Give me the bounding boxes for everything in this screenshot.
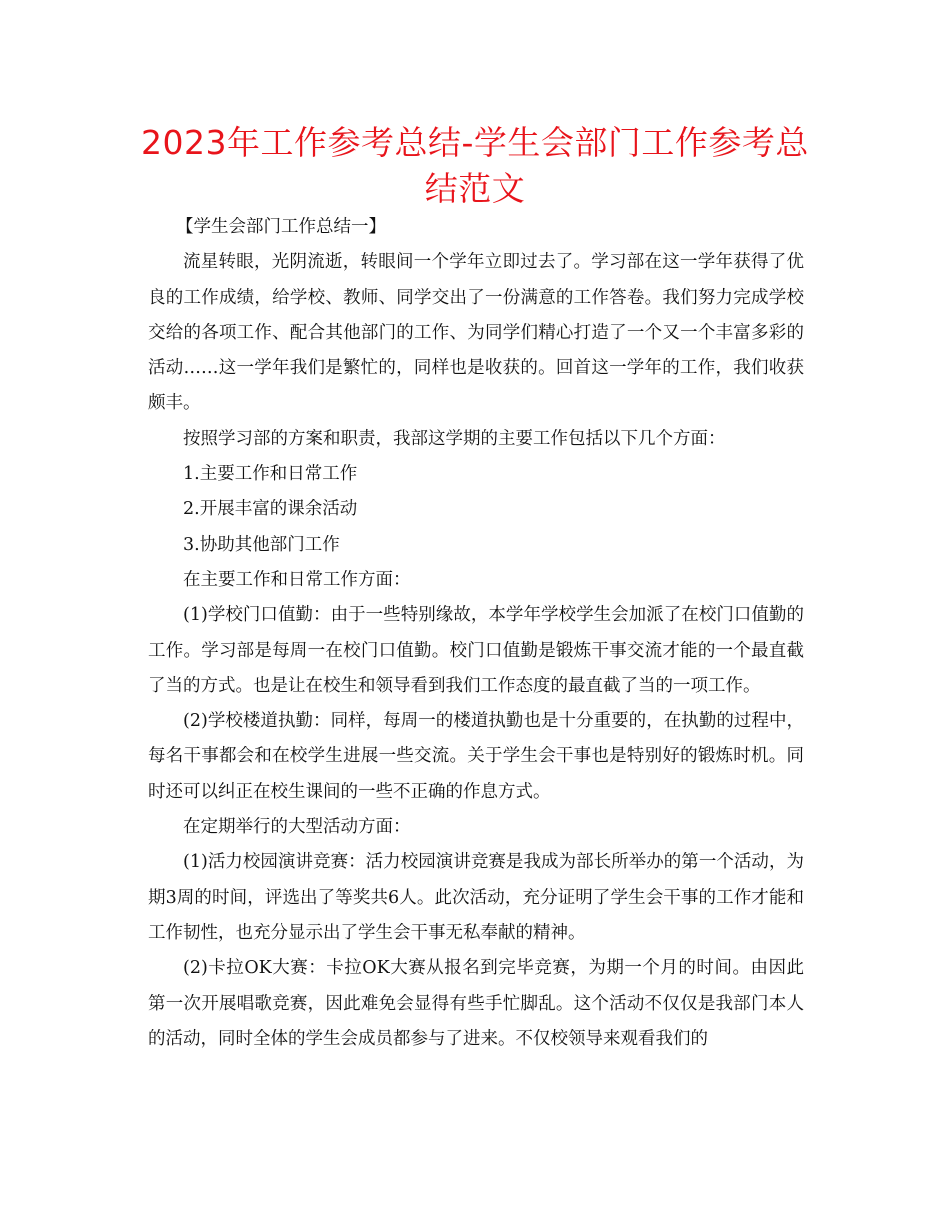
document-body	[148, 210, 804, 1057]
paragraph-speech-contest: (1)活力校园演讲竞赛：活力校园演讲竞赛是我成为部长所举办的第一个活动，为期3周的时间，评选出了等奖共6人。此次活动，充分证明了学生会干事的工作才能和工作韧性，也充分显示出了学生会干事无私奉献的精神。	[148, 852, 804, 943]
paragraph-karaoke-contest: (2)卡拉OK大赛：卡拉OK大赛从报名到完毕竞赛，为期一个月的时间。由因此第一次开展唱歌竞赛，因此难免会显得有些手忙脚乱。这个活动不仅仅是我部门本人的活动，同时全体的学生会成员都参与了进来。不仅校领导来观看我们的	[148, 958, 804, 1049]
paragraph-intro: 流星转眼，光阴流逝，转眼间一个学年立即过去了。学习部在这一学年获得了优良的工作成绩，给学校、教师、同学交出了一份满意的工作答卷。我们努力完成学校交给的各项工作、配合其他部门的工作、为同学们精心打造了一个又一个丰富多彩的活动……这一学年我们是繁忙的，同样也是收获的。回首这一学年的工作，我们收获颇丰。	[148, 252, 804, 414]
section-subheading: 【学生会部门工作总结一】	[176, 217, 386, 237]
paragraph-plan: 按照学习部的方案和职责，我部这学期的主要工作包括以下几个方面：	[183, 428, 726, 449]
paragraph-daily-work-heading: 在主要工作和日常工作方面：	[183, 569, 411, 590]
paragraph-events-heading: 在定期举行的大型活动方面：	[183, 817, 411, 838]
paragraph-gate-duty: (1)学校门口值勤：由于一些特别缘故，本学年学校学生会加派了在校门口值勤的工作。学习部是每周一在校门口值勤。校门口值勤是锻炼干事交流才能的一个最直截了当的方式。也是让在校生和领导看到我们工作态度的最直截了当的一项工作。	[148, 605, 804, 696]
paragraph-corridor-duty: (2)学校楼道执勤：同样，每周一的楼道执勤也是十分重要的，在执勤的过程中，每名干事都会和在校学生进展一些交流。关于学生会干事也是特别好的锻炼时机。同时还可以纠正在校生课间的一些不正确的作息方式。	[148, 711, 804, 802]
list-item: 1.主要工作和日常工作	[183, 464, 358, 485]
document-title: 2023年工作参考总结-学生会部门工作参考总结范文	[141, 123, 809, 208]
list-item: 3.协助其他部门工作	[183, 534, 340, 555]
list-item: 2.开展丰富的课余活动	[183, 499, 358, 520]
